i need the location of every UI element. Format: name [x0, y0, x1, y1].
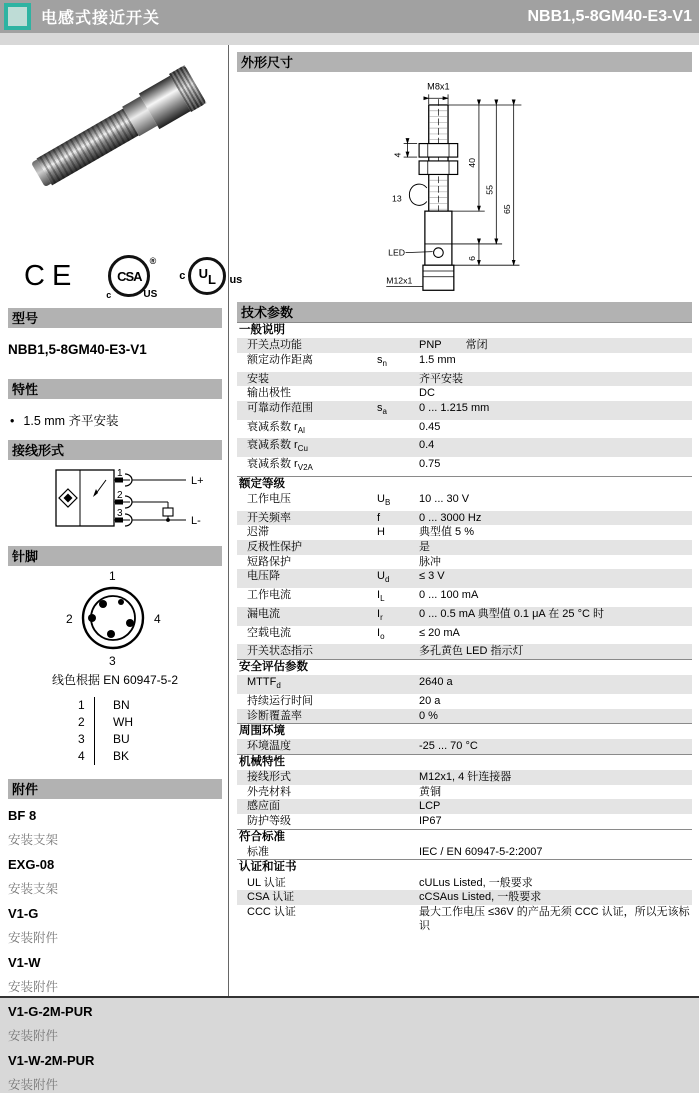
tech-row-label: 外壳材料	[247, 785, 291, 798]
wire-pin-number: 2	[78, 715, 85, 729]
wrench-icon	[409, 184, 426, 205]
tech-row-value: 0 %	[419, 709, 438, 722]
tech-row-value: 0 ... 1.215 mm	[419, 401, 490, 414]
tech-row	[237, 626, 692, 645]
sensor-image	[27, 64, 208, 195]
tech-row	[237, 644, 692, 659]
wire-color-row	[52, 748, 178, 765]
pin-3-label: 3	[109, 654, 116, 668]
tech-row-symbol: $s_a$	[377, 401, 387, 416]
tech-row-symbol	[377, 814, 419, 829]
wire-color-row	[52, 714, 178, 731]
tech-row-symbol	[377, 555, 419, 570]
tech-row	[237, 890, 692, 905]
column-divider	[228, 45, 229, 996]
tech-row-label: 开关状态指示	[247, 645, 313, 658]
tech-row-symbol	[377, 386, 419, 401]
tech-row-value: M12x1, 4 针连接器	[419, 771, 512, 784]
tech-row	[237, 457, 692, 476]
tech-row	[237, 569, 692, 588]
tech-row-label: 工作电压	[247, 493, 291, 506]
tech-row	[237, 338, 692, 353]
dim-6-label: 6	[467, 256, 478, 261]
tech-row-symbol	[377, 694, 419, 709]
tech-row-value: 典型值 5 %	[419, 526, 475, 539]
header-model-number: NBB1,5-8GM40-E3-V1	[527, 7, 692, 25]
wire-pin-number: 3	[78, 732, 85, 746]
tech-row-symbol	[377, 845, 419, 860]
tech-row-label: 开关点功能	[247, 339, 302, 352]
feature-item: • 1.5 mm 齐平安装	[10, 411, 222, 429]
wire-pin-number: 4	[78, 749, 85, 763]
tech-row-symbol	[377, 739, 419, 754]
tech-row-label: 衰减系数 $r_{Cu}$	[247, 439, 308, 454]
connection-diagram	[8, 462, 222, 542]
tech-row	[237, 525, 692, 540]
dim-55-label: 55	[484, 185, 495, 195]
tech-row	[237, 386, 692, 401]
led-hole	[434, 248, 444, 258]
tech-row-label: 衰减系数 $r_{V2A}$	[247, 458, 313, 473]
tech-row-symbol	[377, 785, 419, 800]
tech-row-symbol: $U_B$	[377, 493, 391, 508]
terminal-2-label: 2	[117, 490, 123, 501]
brand-icon	[4, 3, 31, 30]
wrench-size-label: 13	[392, 193, 402, 204]
tech-row-symbol	[377, 799, 419, 814]
tech-row-label: 防护等级	[247, 814, 291, 827]
pin-4-label: 4	[154, 612, 161, 626]
tech-section-header: 额定等级	[237, 476, 692, 492]
tech-row-symbol	[377, 709, 419, 724]
tech-row-value: ≤ 20 mA	[419, 626, 460, 639]
tech-row-value: 2640 a	[419, 676, 453, 689]
tech-row-value: IEC / EN 60947-5-2:2007	[419, 845, 543, 858]
tech-row-value: LCP	[419, 800, 441, 813]
tech-row-symbol	[377, 675, 419, 694]
tech-row-symbol	[377, 457, 419, 476]
connector-thread-label: M12x1	[386, 275, 413, 286]
wire-color-code: BK	[94, 748, 178, 765]
tech-row-symbol	[377, 770, 419, 785]
tech-row	[237, 492, 692, 511]
tech-row	[237, 588, 692, 607]
wire-color-code: BU	[94, 731, 178, 748]
tech-row-value: 0 ... 100 mA	[419, 589, 479, 602]
tech-row-value: ≤ 3 V	[419, 570, 445, 583]
tech-row	[237, 607, 692, 626]
tech-row-value: 齐平安装	[419, 372, 463, 385]
ul-mark-icon: U L c us	[188, 257, 226, 295]
section-header-model: 型号	[8, 308, 222, 328]
tech-row	[237, 845, 692, 860]
accessory-name: EXG-08	[8, 857, 55, 872]
accessory-desc: 安装附件	[8, 980, 59, 994]
tech-row-label: 环境温度	[247, 740, 291, 753]
tech-row	[237, 420, 692, 439]
tech-section-header: 一般说明	[237, 322, 692, 338]
page-title: 电感式接近开关	[41, 10, 161, 27]
section-header-features: 特性	[8, 379, 222, 399]
tech-row-symbol: $s_n$	[377, 353, 387, 368]
tech-row-symbol	[377, 338, 419, 353]
section-header-connection: 接线形式	[8, 440, 222, 460]
accessory-desc: 安装附件	[8, 1029, 59, 1043]
tech-row-symbol: $I_L$	[377, 589, 385, 604]
tech-row	[237, 694, 692, 709]
wire-color-code: WH	[94, 714, 178, 731]
tech-row-label: 衰减系数 $r_{Al}$	[247, 420, 305, 435]
tech-row	[237, 540, 692, 555]
tech-row-value: 0 ... 3000 Hz	[419, 511, 482, 524]
load-resistor-symbol	[163, 508, 173, 516]
tech-row-value: PNP 常闭	[419, 339, 488, 352]
product-photo	[8, 45, 222, 250]
accessories-list	[8, 808, 222, 1093]
section-header-dimensions: 外形尺寸	[237, 52, 692, 72]
tech-row-symbol	[377, 420, 419, 439]
tech-row-value: cULus Listed, 一般要求	[419, 876, 533, 889]
tech-row-value: 0.75	[419, 458, 441, 471]
accessory-name: V1-W	[8, 955, 41, 970]
tech-table	[237, 322, 692, 934]
tech-row	[237, 555, 692, 570]
tech-row-value: 黄铜	[419, 785, 441, 798]
tech-row-value: IP67	[419, 814, 442, 827]
tech-row-symbol	[377, 372, 419, 387]
pin-2-label: 2	[66, 612, 73, 626]
tech-row-symbol	[377, 890, 419, 905]
wire-color-row	[52, 697, 178, 714]
title-bar	[0, 0, 699, 33]
tech-row-symbol	[377, 876, 419, 891]
section-header-pinout: 针脚	[8, 546, 222, 566]
tech-row	[237, 814, 692, 829]
tech-row-label: 接线形式	[247, 771, 291, 784]
tech-section-header: 符合标准	[237, 829, 692, 845]
accessory-name: V1-W-2M-PUR	[8, 1053, 95, 1068]
tech-row-label: 额定动作距离	[247, 353, 313, 366]
tech-row-label: 持续运行时间	[247, 694, 313, 707]
tech-row-value: -25 ... 70 °C	[419, 740, 478, 753]
tech-row-label: 反极性保护	[247, 541, 302, 554]
tech-row-symbol: f	[377, 511, 381, 524]
tech-row-label: 标准	[247, 845, 269, 858]
wire-color-row	[52, 731, 178, 748]
tech-row-label: 工作电流	[247, 589, 291, 602]
tech-row	[237, 438, 692, 457]
tech-row	[237, 905, 692, 934]
accessory-name: V1-G	[8, 906, 39, 921]
tech-row	[237, 372, 692, 387]
tech-row-symbol	[377, 905, 419, 934]
certification-logos	[8, 250, 243, 302]
tech-row-value: 脉冲	[419, 555, 441, 568]
tech-row-value: 1.5 mm	[419, 353, 456, 366]
dimensions-drawing	[332, 76, 622, 298]
sensor-symbol-core	[64, 494, 73, 503]
l-minus-label: L-	[191, 515, 201, 527]
tech-section-header: 认证和证书	[237, 859, 692, 875]
tech-row	[237, 770, 692, 785]
dim-40-label: 40	[467, 158, 478, 168]
tech-row-label: $MTTF_d$	[247, 676, 281, 691]
tech-row-value: 最大工作电压 ≤36V 的产品无须 CCC 认证，所以无该标识	[419, 905, 690, 933]
tech-row	[237, 799, 692, 814]
tech-row-label: 空载电流	[247, 626, 291, 639]
accessory-name: V1-G-2M-PUR	[8, 1004, 93, 1019]
tech-row-label: 输出极性	[247, 387, 291, 400]
model-number: NBB1,5-8GM40-E3-V1	[8, 342, 147, 357]
wire-pin-number: 1	[78, 698, 85, 712]
tech-row-label: 电压降	[247, 570, 280, 583]
tech-row	[237, 511, 692, 526]
terminal-1-label: 1	[117, 468, 123, 479]
tech-row-value: cCSAus Listed, 一般要求	[419, 891, 542, 904]
section-header-tech: 技术参数	[237, 302, 692, 322]
l-plus-label: L+	[191, 475, 204, 487]
tech-row-symbol: H	[377, 526, 385, 539]
section-header-accessories: 附件	[8, 779, 222, 799]
wire-color-table	[52, 697, 178, 765]
accessory-desc: 安装附件	[8, 1078, 59, 1092]
sensor-thread	[36, 108, 138, 185]
tech-row-label: 感应面	[247, 800, 280, 813]
tech-row-symbol	[377, 540, 419, 555]
tech-row-label: 迟滞	[247, 526, 269, 539]
tech-row-value: 0.4	[419, 439, 435, 452]
tech-section-header: 安全评估参数	[237, 659, 692, 675]
tech-row	[237, 876, 692, 891]
tech-row-value: DC	[419, 387, 435, 400]
tech-row	[237, 401, 692, 420]
tech-row-label: 安装	[247, 372, 269, 385]
tech-row-label: CCC 认证	[247, 905, 296, 918]
tech-row-value: 0.45	[419, 420, 441, 433]
tech-row-symbol: $I_r$	[377, 607, 383, 622]
csa-mark-icon: CSA c US ®	[106, 256, 158, 300]
tech-row	[237, 739, 692, 754]
tech-row-label: 漏电流	[247, 607, 280, 620]
tech-row	[237, 675, 692, 694]
tech-section-header: 机械特性	[237, 754, 692, 770]
tech-row-label: 短路保护	[247, 555, 291, 568]
tech-row-symbol: $U_d$	[377, 570, 390, 585]
wire-color-caption: 线色根据 EN 60947-5-2	[51, 673, 179, 687]
dim-65-label: 65	[501, 204, 512, 215]
tech-row	[237, 709, 692, 724]
tech-row	[237, 785, 692, 800]
tech-row-symbol	[377, 644, 419, 659]
pin-diagram	[8, 568, 222, 668]
tech-row-value: 10 ... 30 V	[419, 493, 470, 506]
led-label: LED	[388, 247, 406, 258]
datasheet-page	[0, 45, 699, 1092]
accessory-name: BF 8	[8, 808, 37, 823]
tech-row-symbol	[377, 438, 419, 457]
tech-row-label: 诊断覆盖率	[247, 709, 302, 722]
tech-row-value: 多孔黄色 LED 指示灯	[419, 645, 524, 658]
tech-row-value: 0 ... 0.5 mA 典型值 0.1 μA 在 25 °C 时	[419, 607, 604, 620]
tech-section-header: 周围环境	[237, 723, 692, 739]
terminal-3-label: 3	[117, 508, 123, 519]
ce-mark-icon: CE	[24, 259, 79, 292]
accessory-desc: 安装附件	[8, 931, 59, 945]
tech-row-label: CSA 认证	[247, 891, 295, 904]
accessory-desc: 安装支架	[8, 882, 59, 896]
tech-row-symbol: $I_o$	[377, 626, 385, 641]
wire-color-code: BN	[94, 697, 178, 714]
tech-row-value: 是	[419, 541, 430, 554]
pin-1-label: 1	[109, 569, 116, 583]
nut-width-label: 4	[392, 152, 403, 158]
thread-top-label: M8x1	[427, 81, 450, 92]
accessory-desc: 安装支架	[8, 833, 59, 847]
tech-row-label: 可靠动作范围	[247, 401, 313, 414]
tech-row-value: 20 a	[419, 694, 441, 707]
tech-row-label: UL 认证	[247, 876, 286, 889]
tech-row-label: 开关频率	[247, 511, 291, 524]
tech-row	[237, 353, 692, 372]
